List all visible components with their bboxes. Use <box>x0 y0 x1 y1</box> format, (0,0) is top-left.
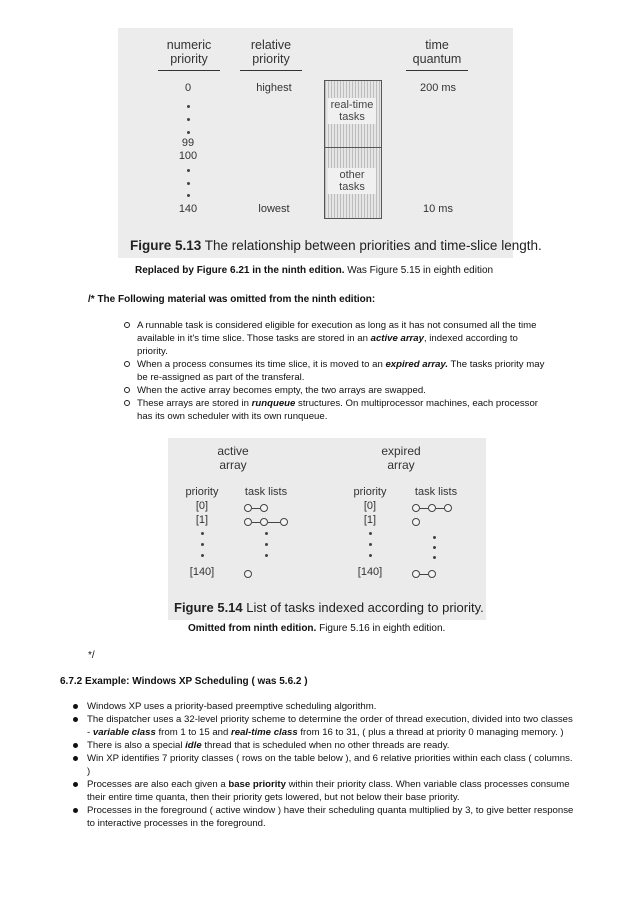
priority-0: 0 <box>184 82 192 94</box>
omitted-bullets <box>137 319 549 423</box>
index-0-left: [0] <box>195 500 209 512</box>
index-140-left: [140] <box>189 566 215 578</box>
active-array-header: active array <box>217 444 249 472</box>
windows-xp-bullet: There is also a special idle thread that is scheduled when no other threads are ready. <box>87 739 575 752</box>
replaced-note-rest: Was Figure 5.15 in eighth edition <box>344 265 494 276</box>
index-1-right: [1] <box>363 514 377 526</box>
caption-text: The relationship between priorities and time-slice length. <box>204 238 542 253</box>
figure-5-14 <box>168 438 486 620</box>
lowest-label: lowest <box>258 203 290 215</box>
priority-99: 99 <box>181 137 195 149</box>
index-0-right: [0] <box>363 500 377 512</box>
expired-array-header: expired array <box>381 444 421 472</box>
priority-100: 100 <box>178 150 198 162</box>
quantum-10ms: 10 ms <box>423 203 453 215</box>
priority-140: 140 <box>178 203 198 215</box>
task-lists-label-left: task lists <box>244 486 288 498</box>
windows-xp-bullet: The dispatcher uses a 32-level priority scheme to determine the order of thread execution, divided into two classes - variable class from 1 to 15 and real-time class from 16 to 31, ( plus a thread at priority 0 managing memory. ) <box>87 713 575 739</box>
task-lists-label-right: task lists <box>414 486 458 498</box>
omitted-bullet: When a process consumes its time slice, it is moved to an expired array. The tasks priority may be re-assigned as part of the transferal. <box>137 358 549 384</box>
caption-text: List of tasks indexed according to priority. <box>246 600 484 615</box>
figure-5-13-caption <box>130 238 542 253</box>
omitted-note-rest: Figure 5.16 in eighth edition. <box>316 623 446 634</box>
priority-label-left: priority <box>185 486 219 498</box>
windows-xp-bullet: Processes in the foreground ( active window ) have their scheduling quanta multiplied by 3, to give better response to interactive processes in the foreground. <box>87 804 575 830</box>
omitted-note-bold: Omitted from ninth edition. <box>188 623 317 634</box>
figure-5-13 <box>118 28 542 258</box>
index-140-right: [140] <box>357 566 383 578</box>
quantum-200ms: 200 ms <box>419 82 457 94</box>
replaced-note <box>135 265 493 276</box>
relative-priority-header: relative priority <box>250 38 292 66</box>
time-quantum-header: time quantum <box>412 38 462 66</box>
other-tasks-label: other tasks <box>328 168 376 194</box>
section-heading: 6.7.2 Example: Windows XP Scheduling ( was 5.6.2 ) <box>60 676 308 687</box>
comment-close: */ <box>88 650 95 661</box>
replaced-note-bold: Replaced by Figure 6.21 in the ninth edition. <box>135 265 345 276</box>
omitted-bullet: When the active array becomes empty, the two arrays are swapped. <box>137 384 549 397</box>
numeric-priority-header: numeric priority <box>166 38 212 66</box>
figure-5-14-caption <box>174 600 484 615</box>
omitted-note <box>188 623 445 634</box>
omitted-bullet: These arrays are stored in runqueue structures. On multiprocessor machines, each processor has its own scheduler with its own runqueue. <box>137 397 549 423</box>
windows-xp-bullet: Processes are also each given a base priority within their priority class. When variable class processes consume their entire time quanta, then their priority gets lowered, but not below their base priority. <box>87 778 575 804</box>
index-1-left: [1] <box>195 514 209 526</box>
highest-label: highest <box>256 82 292 94</box>
realtime-tasks-label: real-time tasks <box>328 98 376 124</box>
priority-label-right: priority <box>353 486 387 498</box>
caption-label: Figure 5.14 <box>174 600 243 615</box>
caption-label: Figure 5.13 <box>130 238 202 253</box>
windows-xp-bullet: Win XP identifies 7 priority classes ( rows on the table below ), and 6 relative priorities within each class ( columns. ) <box>87 752 575 778</box>
windows-xp-bullet: Windows XP uses a priority-based preemptive scheduling algorithm. <box>87 700 575 713</box>
omitted-header: /* The Following material was omitted from the ninth edition: <box>88 294 376 305</box>
windows-xp-bullets <box>87 700 575 830</box>
omitted-bullet: A runnable task is considered eligible for execution as long as it has not consumed all the time available in it's time slice. Those tasks are stored in an active array, indexed according to priority. <box>137 319 549 358</box>
